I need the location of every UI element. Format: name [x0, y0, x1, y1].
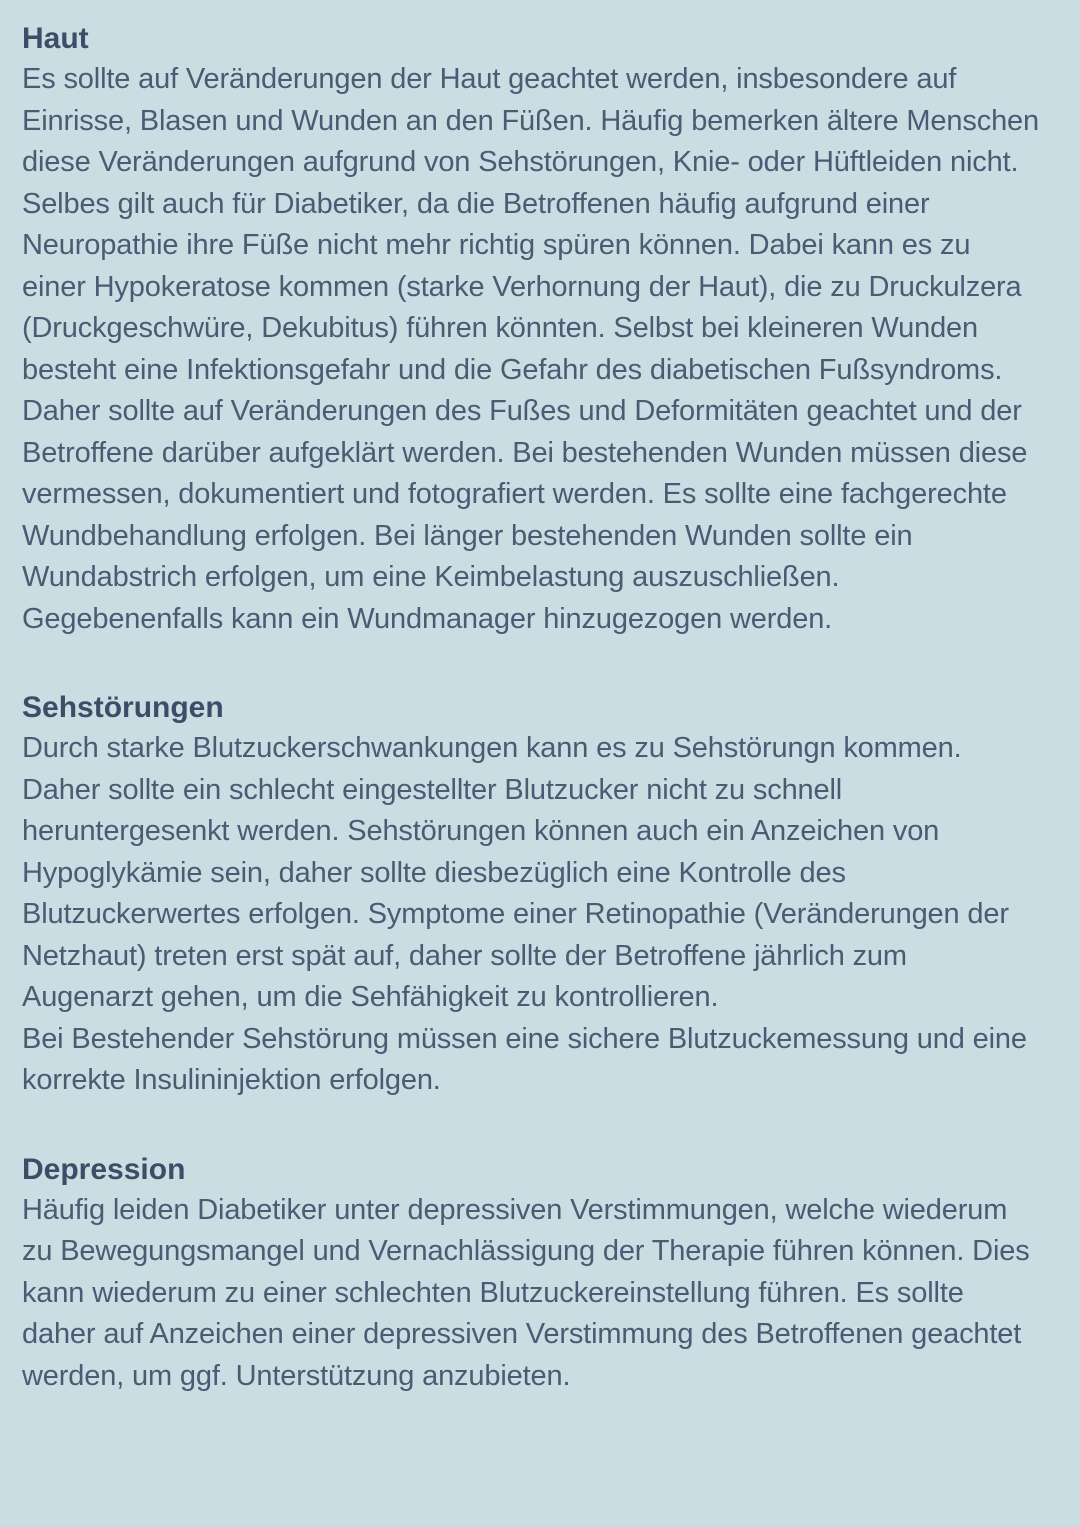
section-paragraph: Es sollte auf Veränderungen der Haut geachtet werden, insbesondere auf Einrisse, Blasen und Wunden an den Füßen. Häufig bemerken ältere Menschen diese Veränderungen aufgrund von Sehstörungen, Knie- oder Hüftleiden nicht. Selbes gilt auch für Diabetiker, da die Betroffenen häufig aufgrund einer Neuropathie ihre Füße nicht mehr richtig spüren können. Dabei kann es zu einer Hypokeratose kommen (starke Verhornung der Haut), die zu Druckulzera (Druckgeschwüre, Dekubitus) führen könnten. Selbst bei kleineren Wunden besteht eine Infektionsgefahr und die Gefahr des diabetischen Fußsyndroms. Daher sollte auf Veränderungen des Fußes und Deformitäten geachtet und der Betroffene darüber aufgeklärt werden. Bei bestehenden Wunden müssen diese vermessen, dokumentiert und fotografiert werden. Es sollte eine fachgerechte Wundbehandlung erfolgen. Bei länger bestehenden Wunden sollte ein Wundabstrich erfolgen, um eine Keimbelastung auszuschließen. Gegebenenfalls kann ein Wundmanager hinzugezogen werden. — [22, 63, 1040, 635]
section-haut — [22, 18, 1040, 640]
section-paragraph: Häufig leiden Diabetiker unter depressiven Verstimmungen, welche wiederum zu Bewegungsmangel und Vernachlässigung der Therapie führen können. Dies kann wiederum zu einer schlechten Blutzuckereinstellung führen. Es sollte daher auf Anzeichen einer depressiven Verstimmung des Betroffenen geachtet werden, um ggf. Unterstützung anzubieten. — [22, 1193, 1030, 1392]
section-title: Sehstörungen — [22, 691, 224, 724]
section-depression — [22, 1149, 1040, 1398]
section-paragraph: Bei Bestehender Sehstörung müssen eine sichere Blutzuckemessung und eine korrekte Insulininjektion erfolgen. — [22, 1022, 1027, 1096]
section-title: Haut — [22, 22, 89, 55]
section-title: Depression — [22, 1152, 186, 1186]
section-sehstoerungen — [22, 687, 1040, 1102]
section-paragraph: Durch starke Blutzuckerschwankungen kann es zu Sehstörungn kommen. Daher sollte ein schlecht eingestellter Blutzucker nicht zu schnell heruntergesenkt werden. Sehstörungen können auch ein Anzeichen von Hypoglykämie sein, daher sollte diesbezüglich eine Kontrolle des Blutzuckerwertes erfolgen. Symptome einer Retinopathie (Veränderungen der Netzhaut) treten erst spät auf, daher sollte der Betroffene jährlich zum Augenarzt gehen, um die Sehfähigkeit zu kontrollieren. — [22, 732, 1009, 1013]
